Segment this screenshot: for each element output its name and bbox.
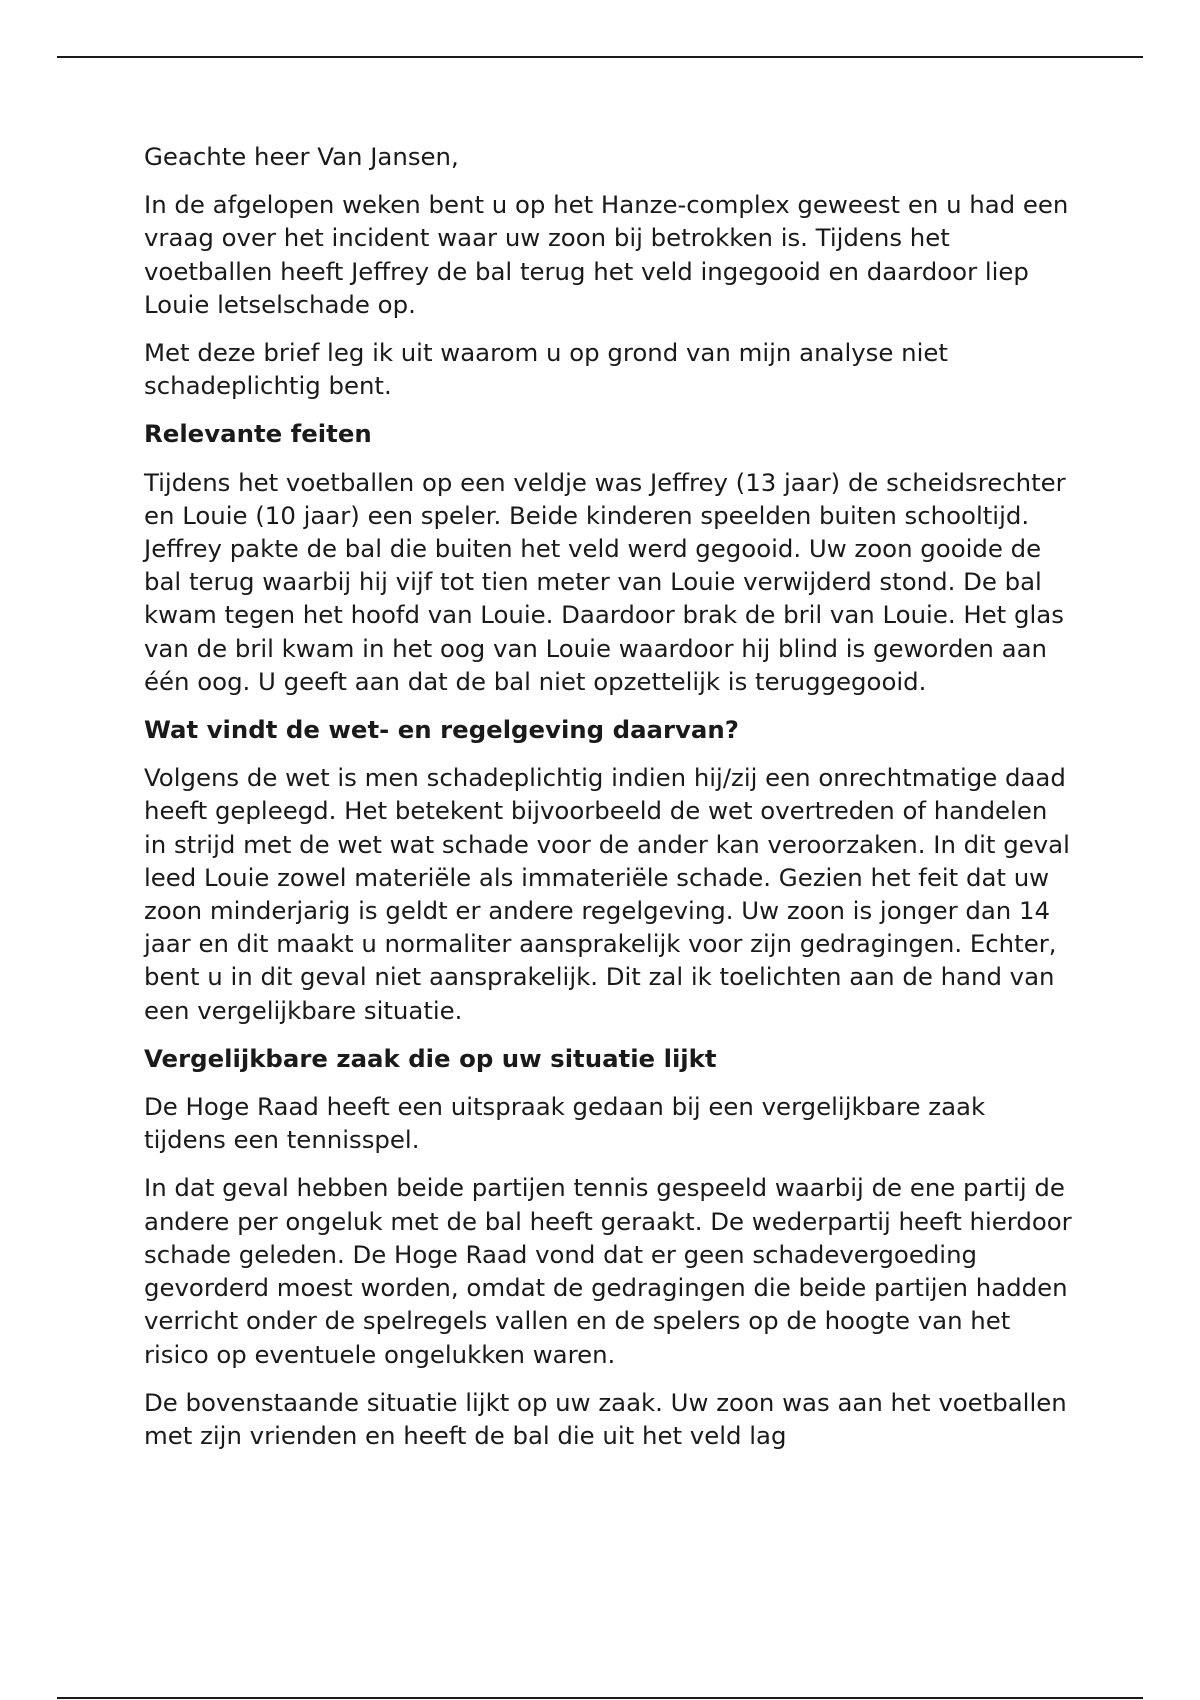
case-paragraph-3: De bovenstaande situatie lijkt op uw zaak. Uw zoon was aan het voetballen met zijn vrienden en heeft de bal die uit het veld lag <box>144 1387 1067 1450</box>
heading-vergelijkbare-zaak: Vergelijkbare zaak die op uw situatie lijkt <box>144 1043 717 1073</box>
heading-relevante-feiten: Relevante feiten <box>144 419 372 449</box>
salutation: Geachte heer Van Jansen, <box>144 142 459 171</box>
intro-paragraph-2: Met deze brief leg ik uit waarom u op grond van mijn analyse niet schadeplichtig bent. <box>144 338 948 401</box>
heading-wet-en-regelgeving: Wat vindt de wet- en regelgeving daarvan? <box>144 715 739 745</box>
law-paragraph: Volgens de wet is men schadeplichtig indien hij/zij een onrechtmatige daad heeft gepleegd. Het betekent bijvoorbeeld de wet overtreden of handelen in strijd met de wet wat schade voor de ander kan veroorzaken. In dit geval leed Louie zowel materiële als immateriële schade. Gezien het feit dat uw zoon minderjarig is geldt er andere regelgeving. Uw zoon is jonger dan 14 jaar en dit maakt u normaliter aansprakelijk voor zijn gedragingen. Echter, bent u in dit geval niet aansprakelijk. Dit zal ik toelichten aan de hand van een vergelijkbare situatie. <box>144 763 1070 1025</box>
bottom-divider <box>57 1697 1143 1699</box>
case-paragraph-2: In dat geval hebben beide partijen tennis gespeeld waarbij de ene partij de andere per ongeluk met de bal heeft geraakt. De wederpartij heeft hierdoor schade geleden. De Hoge Raad vond dat er geen schadevergoeding gevorderd moest worden, omdat de gedragingen die beide partijen hadden verricht onder de spelregels vallen en de spelers op de hoogte van het risico op eventuele ongelukken waren. <box>144 1173 1072 1369</box>
top-divider <box>57 56 1143 58</box>
intro-paragraph-1: In de afgelopen weken bent u op het Hanze-complex geweest en u had een vraag over het incident waar uw zoon bij betrokken is. Tijdens het voetballen heeft Jeffrey de bal terug het veld ingegooid en daardoor liep Louie letselschade op. <box>144 190 1069 319</box>
facts-paragraph: Tijdens het voetballen op een veldje was Jeffrey (13 jaar) de scheidsrechter en Louie (10 jaar) een speler. Beide kinderen speelden buiten schooltijd. Jeffrey pakte de bal die buiten het veld werd gegooid. Uw zoon gooide de bal terug waarbij hij vijf tot tien meter van Louie verwijderd stond. De bal kwam tegen het hoofd van Louie. Daardoor brak de bril van Louie. Het glas van de bril kwam in het oog van Louie waardoor hij blind is geworden aan één oog. U geeft aan dat de bal niet opzettelijk is teruggegooid. <box>144 467 1066 696</box>
letter-body <box>144 140 1074 1467</box>
case-paragraph-1: De Hoge Raad heeft een uitspraak gedaan bij een vergelijkbare zaak tijdens een tennisspel. <box>144 1092 986 1155</box>
